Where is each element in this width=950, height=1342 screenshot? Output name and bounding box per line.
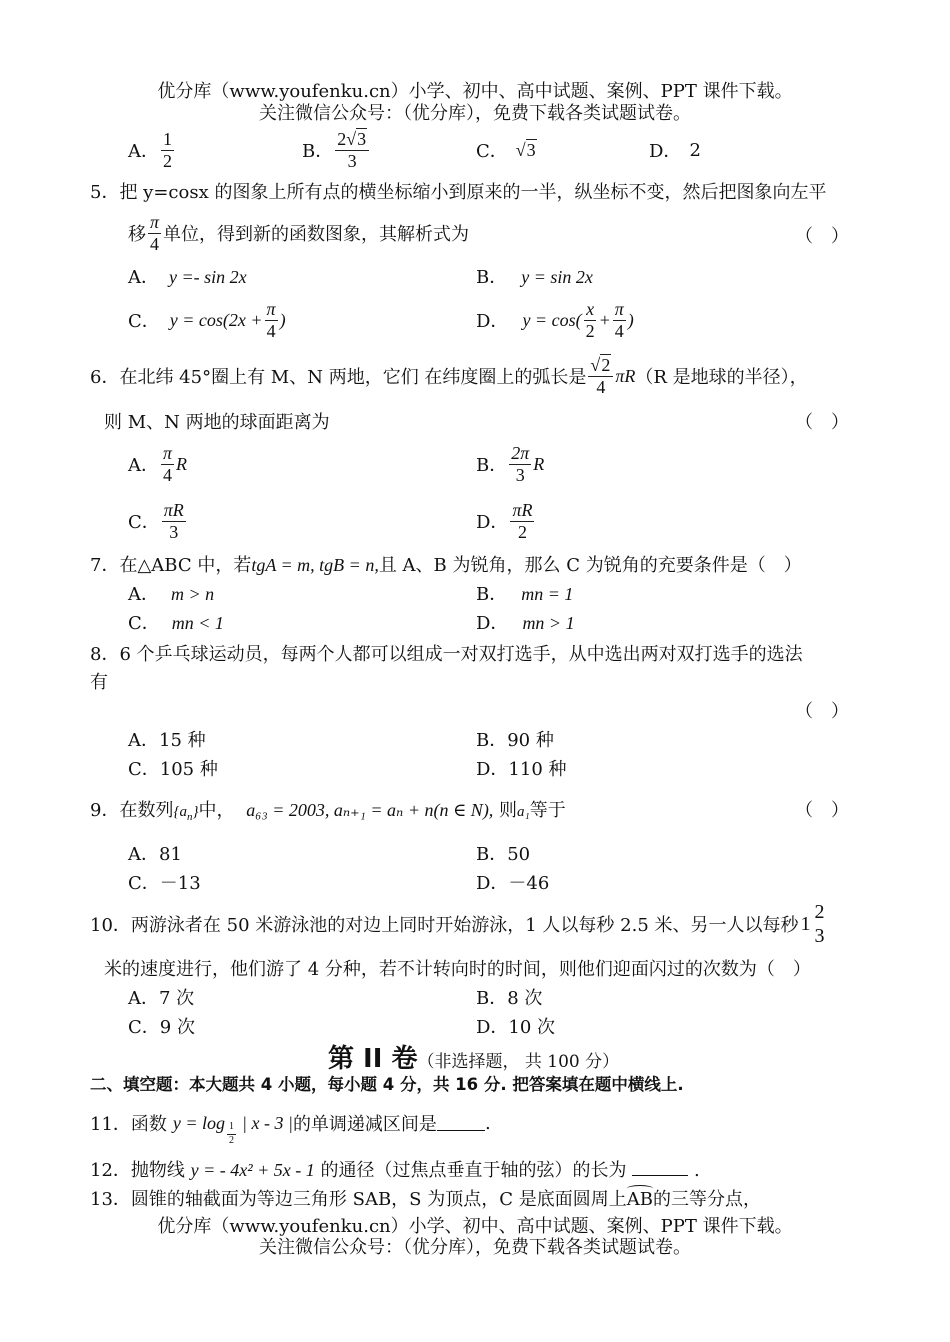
q4-option-b: B． $\frac{2√3}{3}$ (302, 125, 371, 175)
q9-stem: 9．在数列$\{a_n\}$中， a₆₃ = 2003, aₙ₊₁ = aₙ + n(n ∈ N), 则a₁等于 (90, 800, 566, 823)
q6-stem-line-1: 6．在北纬 45°圈上有 M、N 两地，它们 在纬度圈上的弧长是 $\frac{√2}{4}$ πR （R 是地球的半径）， (90, 354, 808, 397)
q8-stem-line-1: 8．6 个乒乓球运动员，每两个人都可以组成一对双打选手，从中选出两对双打选手的选法 (90, 644, 803, 665)
q10-option-b: B．8 次 (476, 988, 543, 1009)
q6-option-d: D． $\frac{\pi R}{2}$ (476, 499, 533, 542)
q7-option-c: C． mn < 1 (128, 613, 224, 634)
q4-option-c: C． √3 (476, 139, 536, 162)
q10-option-d: D．10 次 (476, 1017, 556, 1038)
q6-option-b: B． $\frac{2\pi}{3}$ R (476, 442, 545, 485)
q5-option-a: A． y =- sin 2x (128, 267, 247, 288)
q7-option-a: A． m > n (128, 584, 215, 605)
q10-option-a: A．7 次 (128, 988, 195, 1009)
q5-option-d: D． y = cos( $\frac{x}{2}$ + $\frac{\pi}{4}$ ) (476, 298, 634, 341)
q4-option-a: A． $\frac{1}{2}$ (128, 128, 172, 171)
q10-stem-line-2: 米的速度进行，他们游了 4 分种，若不计转向时的时间，则他们迎面闪过的次数为（ ） (104, 959, 811, 980)
footer-line-1: 优分库（www.youfenku.cn）小学、初中、高中试题、案例、PPT 课件下载。 (157, 1216, 793, 1237)
q11-answer-blank[interactable] (437, 1116, 485, 1131)
section-2-heading: 二、填空题：本大题共 4 小题，每小题 4 分，共 16 分. 把答案填在题中横线上. (90, 1075, 684, 1094)
q9-option-a: A．81 (128, 844, 182, 865)
q6-option-c: C． $\frac{\pi R}{3}$ (128, 499, 184, 542)
q5-stem-line-1: 5．把 y=cosx 的图象上所有点的横坐标缩小到原来的一半，纵坐标不变，然后把图象向左平 (90, 182, 827, 203)
footer-line-2: 关注微信公众号：（优分库），免费下载各类试题试卷。 (259, 1237, 691, 1258)
q9-option-d: D．－46 (476, 873, 550, 894)
header-line-1: 优分库（www.youfenku.cn）小学、初中、高中试题、案例、PPT 课件下载。 (157, 81, 793, 102)
q6-answer-paren: （ ） (795, 412, 849, 433)
q7-option-d: D． mn > 1 (476, 613, 575, 634)
q8-answer-paren: （ ） (795, 701, 849, 722)
q9-answer-paren: （ ） (795, 800, 849, 821)
q12-answer-blank[interactable] (632, 1161, 688, 1176)
q13-stem: 13．圆锥的轴截面为等边三角形 SAB，S 为顶点，C 是底面圆周上AB的三等分点， (90, 1189, 761, 1210)
q8-option-d: D．110 种 (476, 759, 567, 780)
q7-stem: 7．在△ABC 中，若tgA = m, tgB = n,且 A、B 为锐角，那么 C 为锐角的充要条件是（ ） (90, 555, 802, 576)
q8-option-c: C．105 种 (128, 759, 218, 780)
q8-option-b: B．90 种 (476, 730, 554, 751)
q11-stem: 11．函数 y = log $\frac{1}{2}$ | x - 3 | 的单调递减区间是 . (90, 1112, 491, 1146)
q5-answer-paren: （ ） (795, 226, 849, 247)
arc-ab: AB (626, 1189, 653, 1210)
q12-stem: 12．抛物线 y = - 4x² + 5x - 1 的通径（过焦点垂直于轴的弦）的长为 . (90, 1160, 700, 1181)
q8-option-a: A．15 种 (128, 730, 206, 751)
q8-stem-line-2: 有 (90, 672, 108, 693)
q4-option-d: D． 2 (649, 139, 701, 162)
q5-option-b: B． y = sin 2x (476, 267, 593, 288)
q5-stem-line-2: 移 $\frac{\pi}{4}$ 单位，得到新的函数图象，其解析式为 (128, 211, 470, 254)
q10-stem-line-1: 10．两游泳者在 50 米游泳池的对边上同时开始游泳，1 人以每秒 2.5 米、另一人以每秒 1 $\frac{2}{3}$ (90, 900, 825, 947)
q9-option-b: B．50 (476, 844, 531, 865)
q10-option-c: C．9 次 (128, 1017, 195, 1038)
q9-option-c: C．－13 (128, 873, 201, 894)
q5-option-c: C． y = cos(2x + $\frac{\pi}{4}$ ) (128, 298, 286, 341)
q6-option-a: A． $\frac{\pi}{4}$ R (128, 442, 188, 485)
header-line-2: 关注微信公众号：（优分库），免费下载各类试题试卷。 (259, 103, 691, 124)
q6-stem-line-2: 则 M、N 两地的球面距离为 (104, 412, 330, 433)
part-2-title: 第 II 卷 （非选择题， 共 100 分） (328, 1044, 620, 1074)
q7-option-b: B． mn = 1 (476, 584, 574, 605)
